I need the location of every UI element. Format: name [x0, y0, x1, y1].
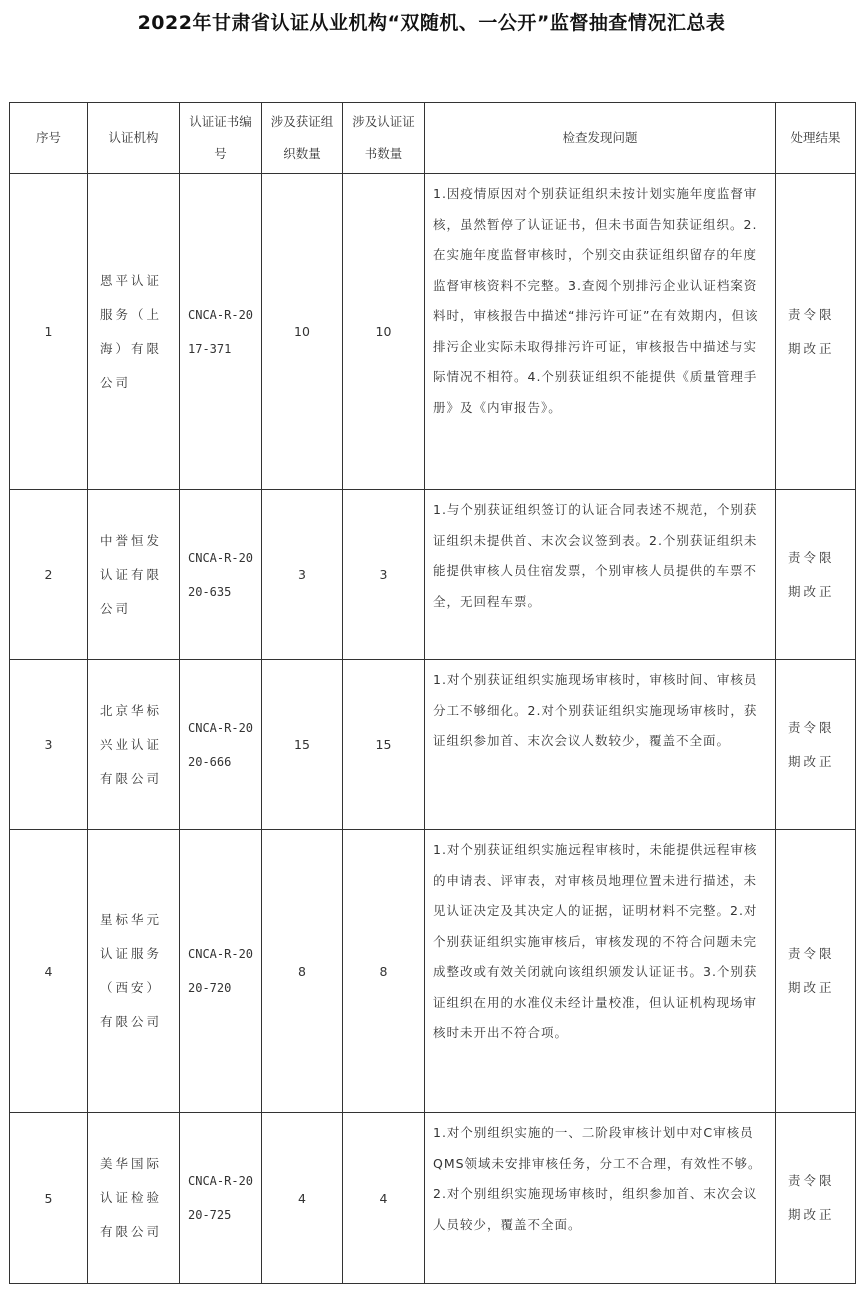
- cell-cert-count: 15: [343, 660, 425, 830]
- header-org-count: 涉及获证组织数量: [262, 103, 343, 174]
- cell-org-count: 10: [262, 174, 343, 490]
- table-row: [10, 830, 856, 1113]
- cell-org-count: 15: [262, 660, 343, 830]
- cell-org: 美华国际认证检验有限公司: [88, 1113, 180, 1284]
- cell-cert-no: CNCA-R-2020-725: [180, 1113, 262, 1284]
- cell-org: 中誉恒发认证有限公司: [88, 490, 180, 660]
- table-row: [10, 490, 856, 660]
- table-row: [10, 1113, 856, 1284]
- cell-cert-no: CNCA-R-2020-666: [180, 660, 262, 830]
- cell-result: 责令限期改正: [776, 830, 856, 1113]
- cell-seq: 3: [10, 660, 88, 830]
- table-row: [10, 660, 856, 830]
- page-title: 2022年甘肃省认证从业机构“双随机、一公开”监督抽查情况汇总表: [137, 12, 726, 34]
- cell-org: 星标华元认证服务（西安）有限公司: [88, 830, 180, 1113]
- header-issues: 检查发现问题: [425, 103, 776, 174]
- header-cert-count: 涉及认证证书数量: [343, 103, 425, 174]
- cell-cert-no: CNCA-R-2020-635: [180, 490, 262, 660]
- header-cert-no: 认证证书编号: [180, 103, 262, 174]
- cell-result: 责令限期改正: [776, 490, 856, 660]
- table-header-row: [10, 103, 856, 174]
- inspection-summary-table: [9, 102, 856, 1284]
- cell-cert-count: 4: [343, 1113, 425, 1284]
- cell-seq: 5: [10, 1113, 88, 1284]
- cell-result: 责令限期改正: [776, 660, 856, 830]
- cell-cert-no: CNCA-R-2017-371: [180, 174, 262, 490]
- cell-cert-count: 10: [343, 174, 425, 490]
- cell-result: 责令限期改正: [776, 1113, 856, 1284]
- table-row: [10, 174, 856, 490]
- cell-issues: 1.与个别获证组织签订的认证合同表述不规范，个别获证组织未提供首、末次会议签到表。2.个别获证组织未能提供审核人员住宿发票，个别审核人员提供的车票不全，无回程车票。: [425, 490, 776, 660]
- cell-issues: 1.对个别组织实施的一、二阶段审核计划中对C审核员QMS领域未安排审核任务，分工不合理，有效性不够。2.对个别组织实施现场审核时，组织参加首、末次会议人员较少，覆盖不全面。: [425, 1113, 776, 1284]
- cell-issues: 1.对个别获证组织实施远程审核时，未能提供远程审核的申请表、评审表，对审核员地理位置未进行描述，未见认证决定及其决定人的证据，证明材料不完整。2.对个别获证组织实施审核后，审核发现的不符合问题未完成整改或有效关闭就向该组织颁发认证证书。3.个别获证组织在用的水准仪未经计量校准，但认证机构现场审核时未开出不符合项。: [425, 830, 776, 1113]
- cell-seq: 1: [10, 174, 88, 490]
- header-seq: 序号: [10, 103, 88, 174]
- cell-cert-count: 8: [343, 830, 425, 1113]
- cell-org-count: 8: [262, 830, 343, 1113]
- cell-org-count: 4: [262, 1113, 343, 1284]
- header-org: 认证机构: [88, 103, 180, 174]
- cell-org-count: 3: [262, 490, 343, 660]
- cell-issues: 1.因疫情原因对个别获证组织未按计划实施年度监督审核，虽然暂停了认证证书，但未书面告知获证组织。2.在实施年度监督审核时，个别交由获证组织留存的年度监督审核资料不完整。3.查阅个别排污企业认证档案资料时，审核报告中描述“排污许可证”在有效期内，但该排污企业实际未取得排污许可证，审核报告中描述与实际情况不相符。4.个别获证组织不能提供《质量管理手册》及《内审报告》。: [425, 174, 776, 490]
- cell-result: 责令限期改正: [776, 174, 856, 490]
- cell-org: 恩平认证服务（上海）有限公司: [88, 174, 180, 490]
- header-result: 处理结果: [776, 103, 856, 174]
- cell-org: 北京华标兴业认证有限公司: [88, 660, 180, 830]
- cell-seq: 4: [10, 830, 88, 1113]
- cell-issues: 1.对个别获证组织实施现场审核时，审核时间、审核员分工不够细化。2.对个别获证组织实施现场审核时，获证组织参加首、末次会议人数较少，覆盖不全面。: [425, 660, 776, 830]
- cell-cert-count: 3: [343, 490, 425, 660]
- cell-cert-no: CNCA-R-2020-720: [180, 830, 262, 1113]
- cell-seq: 2: [10, 490, 88, 660]
